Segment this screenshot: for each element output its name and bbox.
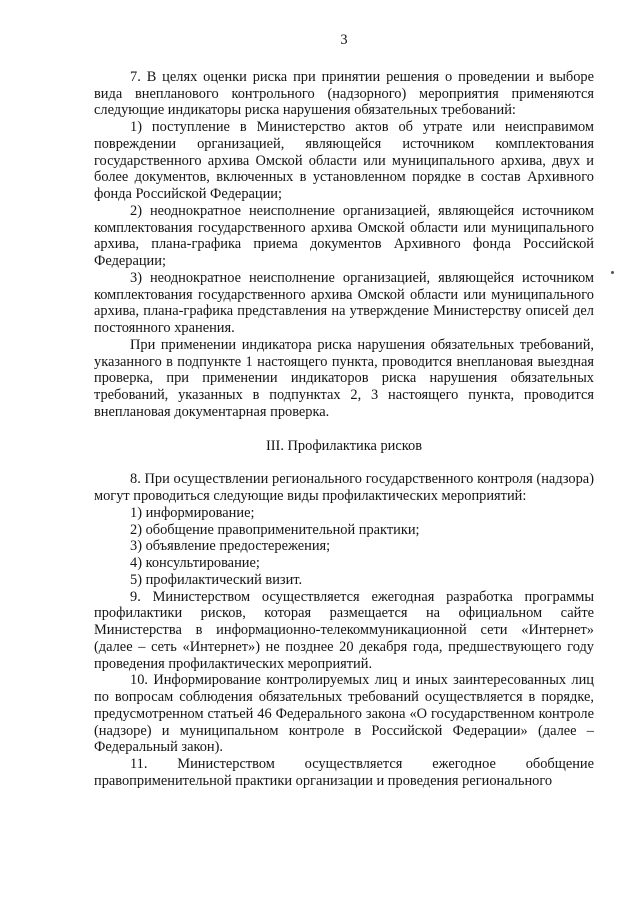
list-item: 4) консультирование; [130, 555, 260, 571]
paragraph-11: 11. Министерством осуществляется ежегодное обобщение правоприменительной практики организации и проведения регионального [94, 756, 594, 789]
paragraph-7: 7. В целях оценки риска при принятии решения о проведении и выборе вида внепланового контрольного (надзорного) мероприятия применяются следующие индикаторы риска нарушения обязательных требований: [94, 68, 594, 119]
list-item: 2) обобщение правоприменительной практики; [130, 521, 420, 538]
list-item: 1) информирование; [130, 504, 255, 521]
paragraph-7-item-1: 1) поступление в Министерство актов об утрате или неисправимом повреждении организацией, являющейся источником комплектования государственного архива Омской области или муниципального архива, двух и более документов, включенных в установленном порядке в состав Архивного фонда Российской Федерации; [94, 119, 594, 202]
paragraph-7-item-2: 2) неоднократное неисполнение организацией, являющейся источником комплектования государственного архива Омской области или муниципального архива, плана-графика приема документов Архивного фонда Российской Федерации; [94, 202, 594, 269]
paragraph-7-conclusion: При применении индикатора риска нарушения обязательных требований, указанного в подпункте 1 настоящего пункта, проводится внеплановая выездная проверка, при применении индикаторов риска нарушения обязательных требований, указанных в подпунктах 2, 3 настоящего пункта, проводится внеплановая документарная проверка. [94, 336, 594, 420]
paragraph-7-item-3: 3) неоднократное неисполнение организацией, являющейся источником комплектования государственного архива Омской области или муниципального архива, плана-графика представления на утверждение Министерству описей дел постоянного хранения. [94, 269, 594, 336]
paragraph-10: 10. Информирование контролируемых лиц и иных заинтересованных лиц по вопросам соблюдения обязательных требований осуществляется в порядке, предусмотренном статьей 46 Федерального закона «О государственном контроле (надзоре) и муниципальном контроле в Российской Федерации» (далее – Федеральный закон). [94, 672, 594, 756]
section-heading: III. Профилактика рисков [265, 437, 423, 454]
list-item: 3) объявление предостережения; [130, 538, 331, 555]
list-item: 5) профилактический визит. [130, 571, 303, 588]
page-number: 3 [340, 32, 348, 48]
paragraph-8: 8. При осуществлении регионального государственного контроля (надзора) могут проводиться следующие виды профилактических мероприятий: [94, 471, 594, 504]
scan-speck [611, 271, 614, 274]
paragraph-9: 9. Министерством осуществляется ежегодная разработка программы профилактики рисков, которая размещается на официальном сайте Министерства в информационно-телекоммуникационной сети «Интернет» (далее – сеть «Интернет») не позднее 20 декабря года, предшествующего году проведения профилактических мероприятий. [94, 588, 594, 672]
